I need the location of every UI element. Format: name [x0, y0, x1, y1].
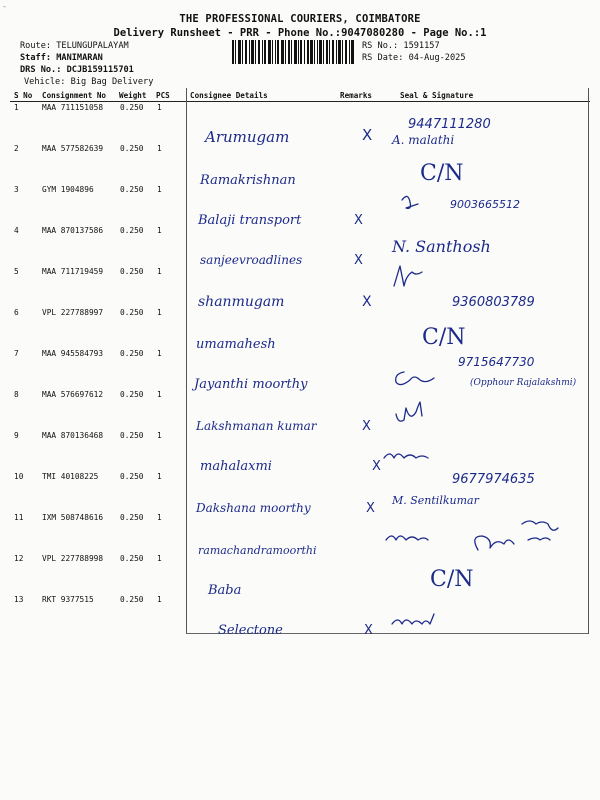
signature-scribble [402, 196, 418, 208]
rs-no-field [362, 41, 440, 51]
handwritten-consignee: mahalaxmi [200, 459, 272, 474]
vehicle-value: Big Bag Delivery [70, 77, 154, 87]
header-sno: S No [14, 91, 33, 100]
row-pcs: 1 [157, 595, 162, 604]
remark-mark: X [362, 126, 373, 144]
route-field [20, 41, 129, 51]
header-pcs: PCS [156, 91, 170, 100]
row-sno: 5 [14, 267, 19, 276]
signature-name: M. Sentilkumar [392, 494, 479, 507]
row-consignment-no: MAA 577582639 [42, 144, 104, 153]
row-weight: 0.250 [120, 595, 144, 604]
signature-scribble [396, 402, 422, 421]
row-pcs: 1 [157, 267, 162, 276]
remark-mark: X [354, 253, 363, 268]
signature-scribble [384, 454, 428, 458]
row-consignment-no: RKT 9377515 [42, 595, 94, 604]
row-consignment-no: VPL 227788998 [42, 554, 104, 563]
handwritten-consignee: Selectone [218, 623, 283, 638]
vehicle-label: Vehicle: [24, 77, 66, 87]
row-sno: 10 [14, 472, 24, 481]
signature-phone: 9677974635 [452, 472, 535, 487]
row-sno: 11 [14, 513, 24, 522]
route-label: Route: [20, 41, 52, 51]
remark-mark: X [364, 623, 373, 638]
company-title: THE PROFESSIONAL COURIERS, COIMBATORE [179, 13, 421, 25]
signature-scribble [522, 521, 558, 540]
route-value: TELUNGUPALAYAM [56, 41, 129, 51]
signature-scribble [394, 266, 422, 286]
signature-phone: 9715647730 [458, 355, 535, 369]
row-weight: 0.250 [120, 513, 144, 522]
signature-phone: 9003665512 [450, 198, 520, 211]
row-sno: 1 [14, 103, 19, 112]
signature-phone: 9360803789 [452, 295, 535, 310]
row-sno: 2 [14, 144, 19, 153]
remark-mark: X [362, 294, 372, 310]
signature-scribble [475, 536, 514, 550]
signature-note: (Opphour Rajalakshmi) [470, 378, 577, 388]
signature-cn: C/N [430, 567, 474, 592]
remark-mark: X [354, 213, 363, 228]
signature-scribble [386, 536, 428, 540]
row-pcs: 1 [157, 226, 162, 235]
remark-mark: X [362, 419, 371, 434]
runsheet-barcode [232, 40, 354, 64]
header-consignment: Consignment No [42, 91, 107, 100]
remark-mark: X [372, 459, 381, 474]
row-pcs: 1 [157, 472, 162, 481]
rs-date-label: RS Date: [362, 53, 404, 63]
runsheet-subtitle: Delivery Runsheet - PRR - Phone No.:9047080280 - Page No.:1 [113, 27, 487, 39]
row-weight: 0.250 [120, 144, 144, 153]
signature-cn: C/N [422, 325, 466, 350]
signature-scribble [392, 614, 434, 624]
drs-field [20, 65, 134, 75]
row-sno: 3 [14, 185, 19, 194]
handwritten-consignee: sanjeevroadlines [200, 253, 303, 267]
row-weight: 0.250 [120, 390, 144, 399]
drs-label: DRS No.: [20, 65, 62, 75]
staff-field [20, 53, 103, 63]
row-consignment-no: MAA 945584793 [42, 349, 104, 358]
row-sno: 4 [14, 226, 19, 235]
rs-date-value: 04-Aug-2025 [408, 53, 466, 63]
row-weight: 0.250 [120, 185, 144, 194]
handwritten-consignee: Jayanthi moorthy [194, 377, 308, 392]
row-weight: 0.250 [120, 308, 144, 317]
handwritten-consignee: ramachandramoorthi [198, 544, 317, 557]
row-sno: 7 [14, 349, 19, 358]
row-consignment-no: MAA 711719459 [42, 267, 104, 276]
row-sno: 8 [14, 390, 19, 399]
signature-name: A. malathi [392, 133, 455, 147]
row-consignment-no: GYM 1904896 [42, 185, 94, 194]
row-pcs: 1 [157, 103, 162, 112]
row-pcs: 1 [157, 390, 162, 399]
row-consignment-no: MAA 711151058 [42, 103, 104, 112]
row-pcs: 1 [157, 554, 162, 563]
signature-phone: 9447111280 [408, 117, 491, 132]
handwritten-consignee: shanmugam [198, 294, 285, 310]
rs-date-field [362, 53, 466, 63]
row-weight: 0.250 [120, 554, 144, 563]
row-weight: 0.250 [120, 349, 144, 358]
signature-scribble [396, 372, 434, 385]
signature-cn: C/N [420, 161, 464, 186]
handwritten-consignee: Dakshana moorthy [196, 501, 311, 515]
row-pcs: 1 [157, 349, 162, 358]
row-sno: 12 [14, 554, 24, 563]
drs-value: DCJB159115701 [66, 65, 134, 75]
row-consignment-no: MAA 870136468 [42, 431, 104, 440]
row-consignment-no: IXM 508748616 [42, 513, 104, 522]
rs-no-value: 1591157 [403, 41, 440, 51]
rs-no-label: RS No.: [362, 41, 399, 51]
row-weight: 0.250 [120, 226, 144, 235]
handwritten-consignee: Ramakrishnan [200, 173, 296, 188]
row-sno: 9 [14, 431, 19, 440]
header-remarks: Remarks [340, 91, 373, 100]
header-consignee: Consignee Details [190, 91, 268, 100]
row-weight: 0.250 [120, 267, 144, 276]
handwritten-consignee: Baba [208, 583, 242, 598]
handwritten-layer [0, 100, 600, 660]
row-pcs: 1 [157, 144, 162, 153]
page-corner-mark: - [2, 2, 7, 11]
row-weight: 0.250 [120, 472, 144, 481]
vehicle-field [24, 77, 153, 87]
row-consignment-no: VPL 227788997 [42, 308, 104, 317]
row-consignment-no: MAA 576697612 [42, 390, 104, 399]
row-consignment-no: MAA 870137586 [42, 226, 104, 235]
handwritten-consignee: umamahesh [196, 337, 276, 352]
handwritten-consignee: Lakshmanan kumar [196, 419, 317, 433]
staff-label: Staff: [20, 53, 52, 63]
row-pcs: 1 [157, 431, 162, 440]
remark-mark: X [366, 501, 375, 516]
row-consignment-no: TMI 40108225 [42, 472, 99, 481]
row-pcs: 1 [157, 185, 162, 194]
row-weight: 0.250 [120, 431, 144, 440]
row-sno: 6 [14, 308, 19, 317]
staff-value: MANIMARAN [56, 53, 103, 63]
row-weight: 0.250 [120, 103, 144, 112]
header-seal-signature: Seal & Signature [400, 91, 474, 100]
row-pcs: 1 [157, 513, 162, 522]
handwritten-consignee: Arumugam [205, 128, 290, 146]
signature-name: N. Santhosh [392, 237, 491, 256]
handwritten-consignee: Balaji transport [198, 213, 302, 228]
row-pcs: 1 [157, 308, 162, 317]
row-sno: 13 [14, 595, 24, 604]
header-weight: Weight [119, 91, 147, 100]
